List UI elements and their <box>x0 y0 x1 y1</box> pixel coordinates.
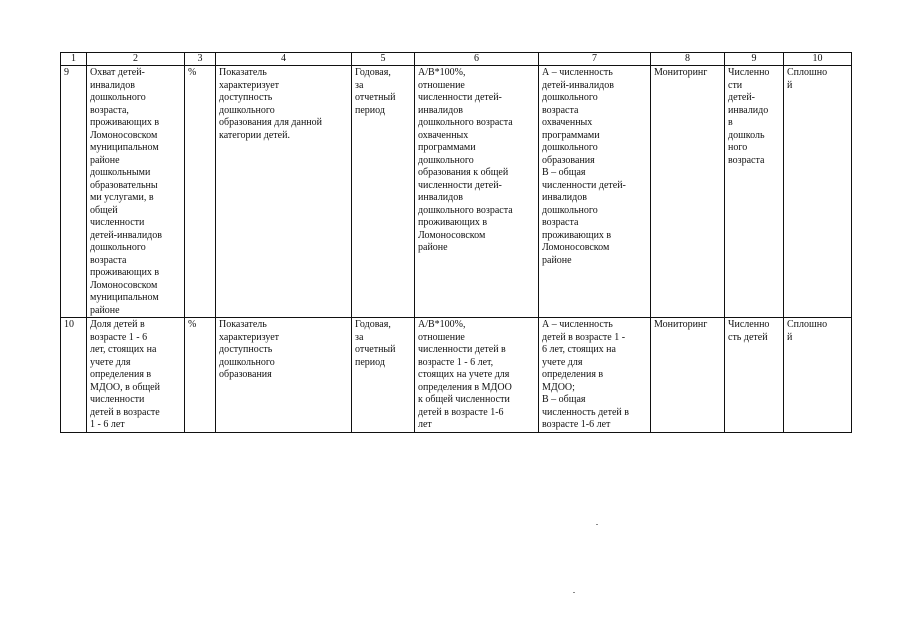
column-number: 9 <box>725 53 784 66</box>
table-row <box>61 66 852 318</box>
unit-cell: % <box>185 66 216 318</box>
column-number: 10 <box>784 53 852 66</box>
column-number-row <box>61 53 852 66</box>
row-number: 10 <box>61 318 87 433</box>
column-number: 5 <box>352 53 415 66</box>
column-number: 1 <box>61 53 87 66</box>
column-number: 6 <box>415 53 539 66</box>
column-number: 4 <box>216 53 352 66</box>
indicator-table <box>60 52 852 433</box>
row-number: 9 <box>61 66 87 318</box>
method-cell: Мониторинг <box>651 66 725 318</box>
table-row <box>61 318 852 433</box>
variables-cell: А – численность детей в возрасте 1 - 6 лет, стоящих на учете для определения в МДОО; В – общая численность детей в возрасте 1-6 лет <box>539 318 651 433</box>
column-number: 8 <box>651 53 725 66</box>
method-cell: Мониторинг <box>651 318 725 433</box>
formula-cell: А/В*100%, отношение численности детей- инвалидов дошкольного возраста охваченных программами дошкольного образования к общей численности детей- инвалидов дошкольного возраста проживающих в Ломоносовском районе <box>415 66 539 318</box>
description-cell: Показатель характеризует доступность дошкольного образования <box>216 318 352 433</box>
formula-cell: А/В*100%, отношение численности детей в возрасте 1 - 6 лет, стоящих на учете для определения в МДОО к общей численности детей в возрасте 1-6 лет <box>415 318 539 433</box>
description-cell: Показатель характеризует доступность дошкольного образования для данной категории детей. <box>216 66 352 318</box>
basis-cell: Численно сти детей- инвалидо в дошколь ного возраста <box>725 66 784 318</box>
coverage-cell: Сплошно й <box>784 66 852 318</box>
column-number: 3 <box>185 53 216 66</box>
coverage-cell: Сплошно й <box>784 318 852 433</box>
column-number: 7 <box>539 53 651 66</box>
indicator-name: Доля детей в возрасте 1 - 6 лет, стоящих на учете для определения в МДОО, в общей численности детей в возрасте 1 - 6 лет <box>87 318 185 433</box>
column-number: 2 <box>87 53 185 66</box>
unit-cell: % <box>185 318 216 433</box>
period-cell: Годовая, за отчетный период <box>352 318 415 433</box>
scan-speck <box>596 524 598 525</box>
variables-cell: А – численность детей-инвалидов дошкольного возраста охваченных программами дошкольного образования В – общая численности детей- инвалидов дошкольного возраста проживающих в Ломоносовском районе <box>539 66 651 318</box>
basis-cell: Численно сть детей <box>725 318 784 433</box>
period-cell: Годовая, за отчетный период <box>352 66 415 318</box>
scan-speck <box>573 592 575 593</box>
indicator-name: Охват детей- инвалидов дошкольного возраста, проживающих в Ломоносовском муниципальном районе дошкольными образовательны ми услугами, в общей численности детей-инвалидов дошкольного возраста проживающих в Ломоносовском муниципальном районе <box>87 66 185 318</box>
